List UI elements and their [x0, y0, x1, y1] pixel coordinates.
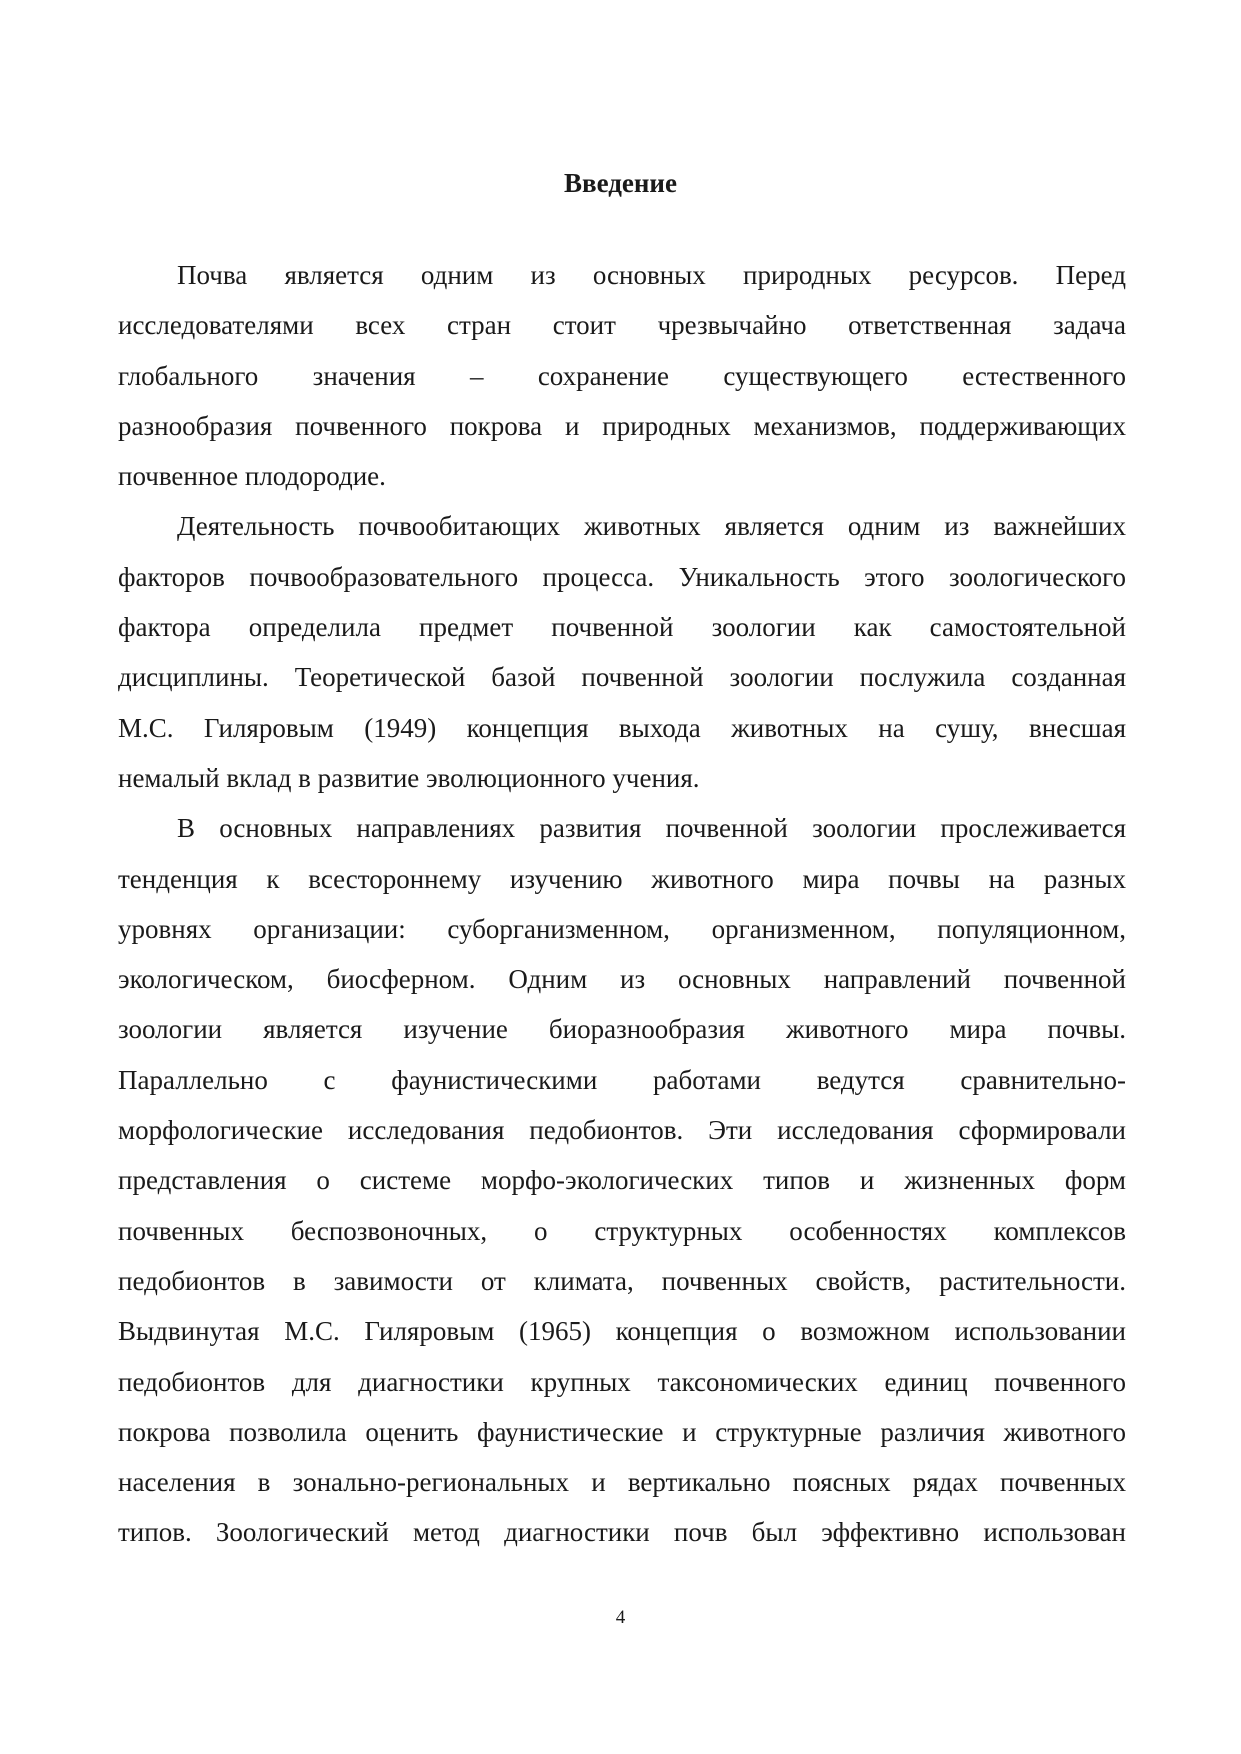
text-line: Выдвинутая М.С. Гиляровым (1965) концепция о возможном использовании — [118, 1316, 1126, 1347]
text-line: почвенных беспозвоночных, о структурных особенностях комплексов — [118, 1215, 1126, 1246]
text-line: М.С. Гиляровым (1949) концепция выхода животных на сушу, внесшая — [118, 712, 1126, 743]
body-text — [118, 250, 1126, 1558]
text-line: разнообразия почвенного покрова и природных механизмов, поддерживающих — [118, 410, 1126, 441]
text-line: исследователями всех стран стоит чрезвычайно ответственная задача — [118, 310, 1126, 341]
paragraph-2 — [118, 501, 1126, 803]
text-line: тенденция к всестороннему изучению животного мира почвы на разных — [118, 863, 1126, 894]
text-line: немалый вклад в развитие эволюционного учения. — [118, 762, 700, 793]
text-line: факторов почвообразовательного процесса. Уникальность этого зоологического — [118, 561, 1126, 592]
text-line: Деятельность почвообитающих животных является одним из важнейших — [177, 511, 1126, 542]
text-line: морфологические исследования педобионтов. Эти исследования сформировали — [118, 1115, 1126, 1146]
text-line: педобионтов для диагностики крупных таксономических единиц почвенного — [118, 1366, 1126, 1397]
page-title: Введение — [564, 168, 677, 198]
text-line: населения в зонально-региональных и вертикально поясных рядах почвенных — [118, 1467, 1126, 1498]
text-line: педобионтов в завимости от климата, почвенных свойств, растительности. — [118, 1265, 1126, 1296]
text-line: покрова позволила оценить фаунистические и структурные различия животного — [118, 1416, 1126, 1447]
text-line: В основных направлениях развития почвенной зоологии прослеживается — [177, 813, 1126, 844]
page-number: 4 — [615, 1607, 626, 1628]
text-line: дисциплины. Теоретической базой почвенной зоологии послужила созданная — [118, 662, 1126, 693]
text-line: фактора определила предмет почвенной зоологии как самостоятельной — [118, 612, 1126, 643]
paragraph-3 — [118, 803, 1126, 1557]
text-line: глобального значения – сохранение существующего естественного — [118, 360, 1126, 391]
text-line: зоологии является изучение биоразнообразия животного мира почвы. — [118, 1014, 1126, 1045]
text-line: типов. Зоологический метод диагностики почв был эффективно использован — [118, 1517, 1126, 1548]
text-line: экологическом, биосферном. Одним из основных направлений почвенной — [118, 964, 1126, 995]
text-line: представления о системе морфо-экологических типов и жизненных форм — [118, 1165, 1126, 1196]
text-line: Почва является одним из основных природных ресурсов. Перед — [177, 260, 1126, 290]
text-line: почвенное плодородие. — [118, 461, 386, 492]
text-line: Параллельно с фаунистическими работами ведутся сравнительно- — [118, 1064, 1126, 1095]
text-line: уровнях организации: суборганизменном, организменном, популяционном, — [118, 913, 1126, 944]
paragraph-1 — [118, 250, 1126, 501]
